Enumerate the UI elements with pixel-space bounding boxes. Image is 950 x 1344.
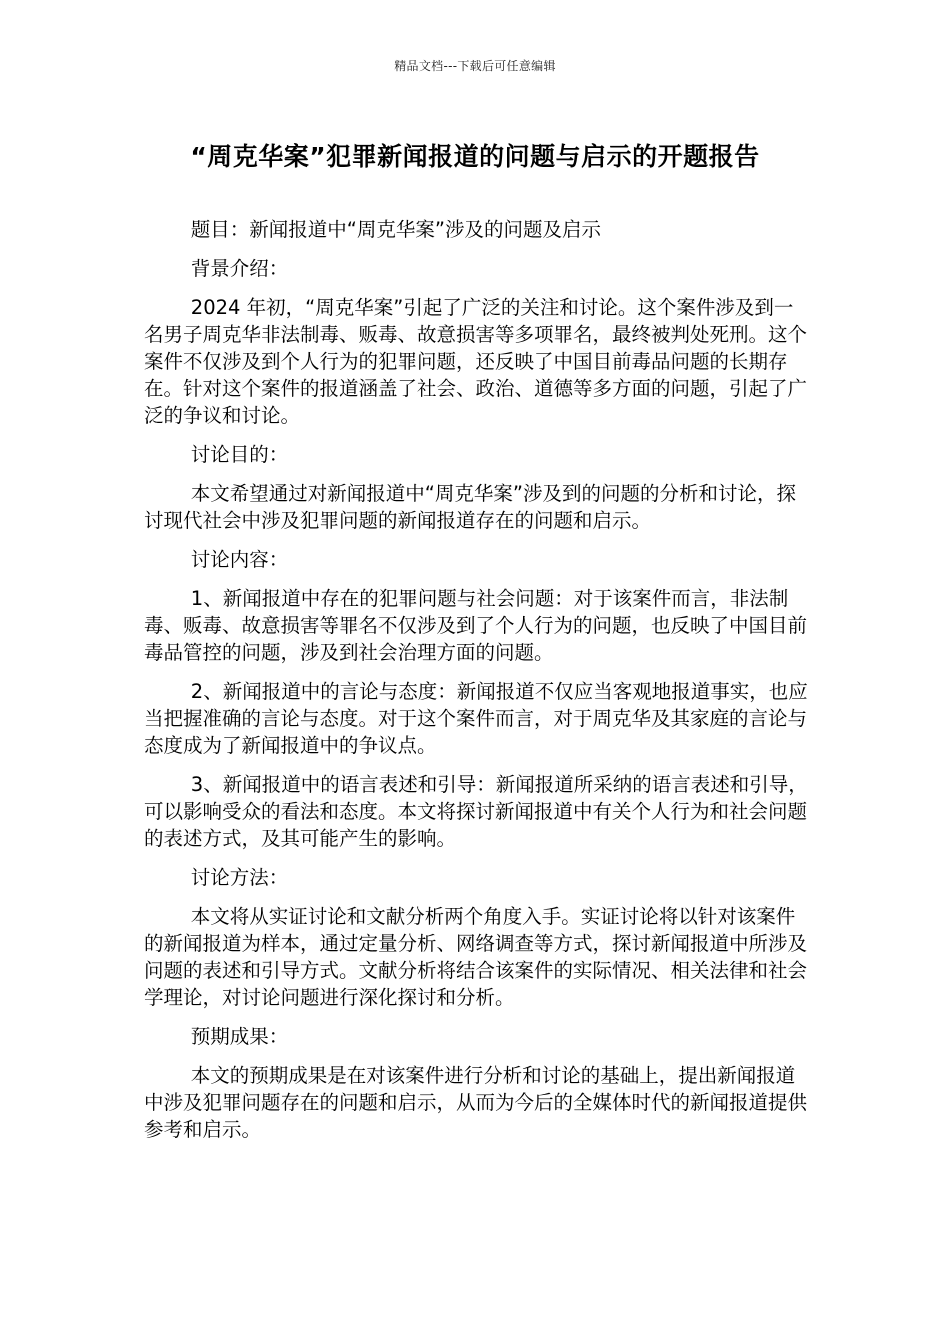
section-heading-method: 讨论方法： <box>190 866 289 889</box>
background-paragraph: 2024 年初，“周克华案”引起了广泛的关注和讨论。这个案件涉及到一名男子周克华非法制毒、贩毒、故意损害等多项罪名，最终被判处死刑。这个案件不仅涉及到个人行为的犯罪问题，还反映了中国目前毒品问题的长期存在。针对这个案件的报道涵盖了社会、政治、道德等多方面的问题，引起了广泛的争议和讨论。 <box>144 296 808 427</box>
outcome-paragraph: 本文的预期成果是在对该案件进行分析和讨论的基础上，提出新闻报道中涉及犯罪问题存在的问题和启示，从而为今后的全媒体时代的新闻报道提供参考和启示。 <box>144 1064 808 1141</box>
section-heading-content: 讨论内容： <box>190 548 289 571</box>
section-heading-background: 背景介绍： <box>190 257 289 280</box>
content-item-1: 1、新闻报道中存在的犯罪问题与社会问题：对于该案件而言，非法制毒、贩毒、故意损害等罪名不仅涉及到了个人行为的问题，也反映了中国目前毒品管控的问题，涉及到社会治理方面的问题。 <box>144 587 808 664</box>
purpose-paragraph: 本文希望通过对新闻报道中“周克华案”涉及到的问题的分析和讨论，探讨现代社会中涉及犯罪问题的新闻报道存在的问题和启示。 <box>144 482 797 532</box>
document-title: “周克华案”犯罪新闻报道的问题与启示的开题报告 <box>190 142 760 171</box>
content-item-3: 3、新闻报道中的语言表述和引导：新闻报道所采纳的语言表述和引导，可以影响受众的看法和态度。本文将探讨新闻报道中有关个人行为和社会问题的表述方式，及其可能产生的影响。 <box>144 773 808 850</box>
page-header: 精品文档---下载后可任意编辑 <box>394 59 556 73</box>
topic-paragraph: 题目：新闻报道中“周克华案”涉及的问题及启示 <box>190 218 602 241</box>
section-heading-outcome: 预期成果： <box>190 1025 289 1048</box>
document-body <box>144 216 808 1155</box>
section-heading-purpose: 讨论目的： <box>190 443 289 466</box>
content-item-2: 2、新闻报道中的言论与态度：新闻报道不仅应当客观地报道事实，也应当把握准确的言论与态度。对于这个案件而言，对于周克华及其家庭的言论与态度成为了新闻报道中的争议点。 <box>144 680 808 757</box>
method-paragraph: 本文将从实证讨论和文献分析两个角度入手。实证讨论将以针对该案件的新闻报道为样本，通过定量分析、网络调查等方式，探讨新闻报道中所涉及问题的表述和引导方式。文献分析将结合该案件的实际情况、相关法律和社会学理论，对讨论问题进行深化探讨和分析。 <box>144 905 808 1009</box>
